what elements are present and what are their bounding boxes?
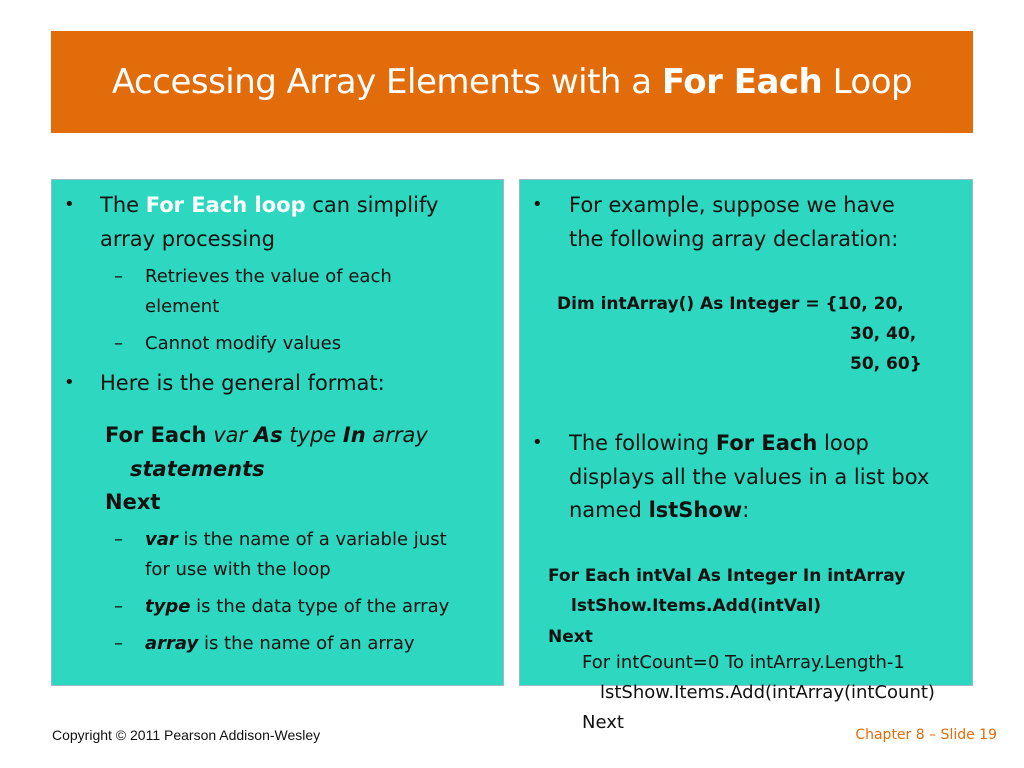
bullet-icon: •: [532, 194, 543, 215]
copyright-text: Copyright © 2011 Pearson Addison-Wesley: [52, 727, 321, 743]
right-bullet1-line2: the following array declaration:: [569, 227, 899, 251]
dash-icon: –: [114, 596, 123, 617]
code1-line1: For Each intVal As Integer In intArray: [548, 566, 906, 586]
title-bar: [51, 31, 973, 133]
slide-title: Accessing Array Elements with a For Each Loop: [111, 62, 913, 102]
code1-line3: Next: [548, 627, 593, 647]
right-panel: [519, 179, 973, 686]
desc1-line2: for use with the loop: [145, 559, 331, 580]
right-bullet1-line1: For example, suppose we have: [569, 193, 895, 217]
left-sub1-line1: Retrieves the value of each: [145, 266, 392, 287]
bullet-icon: •: [64, 372, 75, 393]
left-sub1-line2: element: [145, 296, 220, 317]
code1-line2: lstShow.Items.Add(intVal): [571, 596, 822, 616]
dash-icon: –: [114, 266, 123, 287]
left-bullet1-line1: The For Each loop can simplify: [100, 193, 439, 217]
dash-icon: –: [114, 633, 123, 654]
left-sub2: Cannot modify values: [145, 333, 342, 354]
slide-number: Chapter 8 – Slide 19: [855, 727, 997, 743]
bullet-icon: •: [64, 194, 75, 215]
right-bullet2-line1: The following For Each loop: [569, 431, 869, 455]
right-bullet2-line3: named lstShow:: [569, 498, 750, 522]
format-line3: Next: [105, 490, 161, 514]
dash-icon: –: [114, 529, 123, 550]
decl-line1: Dim intArray() As Integer = {10, 20,: [557, 294, 904, 314]
bullet-icon: •: [532, 432, 543, 453]
code2-line2: lstShow.Items.Add(intArray(intCount): [600, 682, 935, 703]
dash-icon: –: [114, 333, 123, 354]
decl-line2: 30, 40,: [850, 324, 917, 344]
right-bullet2-line2: displays all the values in a list box: [569, 465, 930, 489]
left-bullet1-line2: array processing: [100, 227, 275, 251]
format-line1: For Each var As type In array: [105, 423, 428, 447]
desc3: array is the name of an array: [145, 633, 415, 654]
desc2: type is the data type of the array: [145, 596, 450, 617]
left-bullet2: Here is the general format:: [100, 371, 385, 395]
code2-line1: For intCount=0 To intArray.Length-1: [582, 652, 905, 673]
format-line2: statements: [130, 457, 265, 481]
left-panel: [51, 179, 504, 686]
code2-line3: Next: [582, 712, 624, 733]
decl-line3: 50, 60}: [850, 354, 922, 374]
desc1-line1: var is the name of a variable just: [145, 529, 447, 550]
